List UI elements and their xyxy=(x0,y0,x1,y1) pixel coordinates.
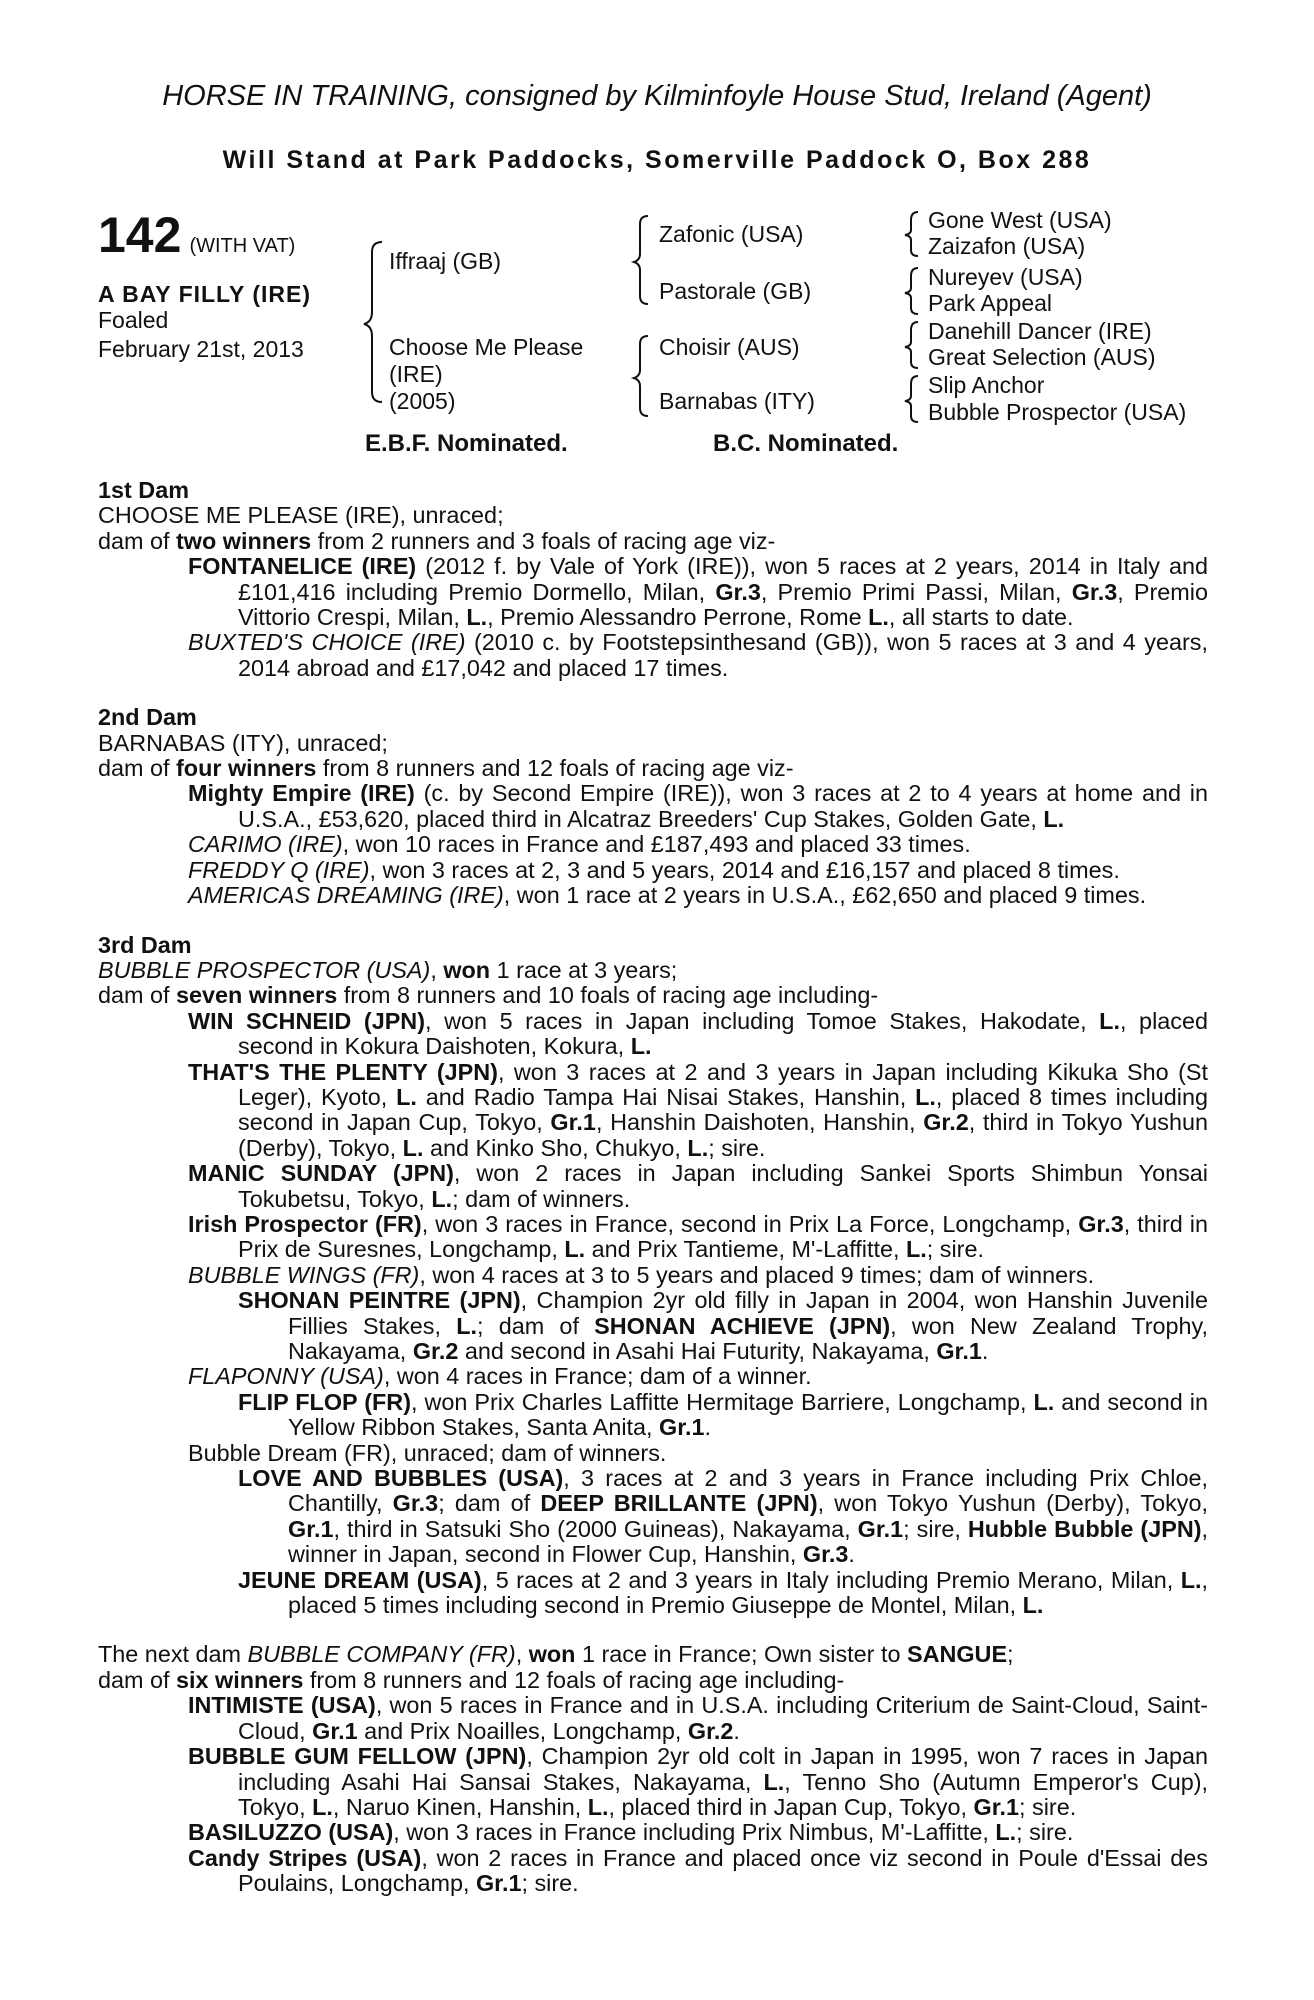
ggs-8: Bubble Prospector (USA) xyxy=(928,399,1187,425)
foaled-date: February 21st, 2013 xyxy=(98,336,304,362)
location-line: Will Stand at Park Paddocks, Somerville Paddock O, Box 288 xyxy=(222,146,1092,174)
progeny-name: THAT'S THE PLENTY (JPN) xyxy=(188,1058,498,1085)
gs2-brace xyxy=(902,264,924,320)
progeny-entry: FREDDY Q (IRE), won 3 races at 2, 3 and 5 years, 2014 and £16,157 and placed 8 times. xyxy=(188,856,1120,883)
progeny-name: BUBBLE WINGS (FR) xyxy=(188,1261,420,1288)
dam-year: (2005) xyxy=(389,388,456,414)
ggs-7: Slip Anchor xyxy=(928,372,1045,398)
grandsire-4: Barnabas (ITY) xyxy=(659,388,815,414)
lot-number-block xyxy=(98,206,295,264)
gs3-brace xyxy=(902,318,924,374)
progeny-entry: Candy Stripes (USA), won 2 races in France and placed once viz second in Poule d'Essai des Poulains, Longchamp, Gr.1; sire. xyxy=(188,1844,1208,1897)
page-title: HORSE IN TRAINING, consigned by Kilminfoyle House Stud, Ireland (Agent) xyxy=(162,80,1152,112)
dam-origin: (IRE) xyxy=(389,361,443,387)
progeny-entry: BASILUZZO (USA), won 3 races in France including Prix Nimbus, M'-Laffitte, L.; sire. xyxy=(188,1819,1074,1846)
second-dam-line: BARNABAS (ITY), unraced; xyxy=(98,729,388,756)
progeny-name: Irish Prospector (FR) xyxy=(188,1210,422,1237)
ggs-3: Nureyev (USA) xyxy=(928,264,1083,290)
next-dam-summary: dam of six winners from 8 runners and 12 foals of racing age including- xyxy=(98,1666,845,1693)
progeny-entry: FLAPONNY (USA), won 4 races in France; dam of a winner. xyxy=(188,1363,812,1390)
progeny-name: BUBBLE GUM FELLOW (JPN) xyxy=(188,1743,527,1770)
horse-name: A BAY FILLY (IRE) xyxy=(98,281,311,307)
progeny-name: AMERICAS DREAMING (IRE) xyxy=(188,882,504,909)
ggs-5: Danehill Dancer (IRE) xyxy=(928,318,1152,344)
ebf-nominated: E.B.F. Nominated. xyxy=(365,430,568,457)
ggs-6: Great Selection (AUS) xyxy=(928,344,1156,370)
dam xyxy=(389,334,583,415)
sire-line-brace xyxy=(630,210,654,310)
progeny-entry: MANIC SUNDAY (JPN), won 2 races in Japan including Sankei Sports Shimbun Yonsai Tokubetsu, Tokyo, L.; dam of winners. xyxy=(188,1160,1208,1212)
sire: Iffraaj (GB) xyxy=(389,248,502,274)
second-dam-summary: dam of four winners from 8 runners and 12 foals of racing age viz- xyxy=(98,755,794,782)
ggs-4: Park Appeal xyxy=(928,290,1053,316)
lot-number: 142 xyxy=(98,207,182,263)
gs1-brace xyxy=(902,208,924,260)
grandsire-3: Choisir (AUS) xyxy=(659,334,800,360)
progeny-entry: BUXTED'S CHOICE (IRE) (2010 c. by Footstepsinthesand (GB)), won 5 races at 3 and 4 years, 2014 abroad and £17,042 and placed 17 times. xyxy=(188,629,1208,681)
bc-nominated: B.C. Nominated. xyxy=(713,430,899,457)
second-dam-heading: 2nd Dam xyxy=(98,704,197,731)
progeny-name: FLAPONNY (USA) xyxy=(188,1363,384,1390)
gs4-brace xyxy=(902,372,924,428)
progeny-entry: INTIMISTE (USA), won 5 races in France and in U.S.A. including Criterium de Saint-Cloud, Saint-Cloud, Gr.1 and Prix Noailles, Longchamp, Gr.2. xyxy=(188,1692,1208,1744)
progeny-entry: THAT'S THE PLENTY (JPN), won 3 races at 2 and 3 years in Japan including Kikuka Sho (St Leger), Kyoto, L. and Radio Tampa Hai Nisai Stakes, Hanshin, L., placed 8 times including second in Japan Cup, Tokyo, Gr.1, Hanshin Daishoten, Hanshin, Gr.2, third in Tokyo Yushun (Derby), Tokyo, L. and Kinko Sho, Chukyo, L.; sire. xyxy=(188,1058,1208,1161)
progeny-entry: AMERICAS DREAMING (IRE), won 1 race at 2 years in U.S.A., £62,650 and placed 9 times. xyxy=(188,882,1147,909)
ggs-2: Zaizafon (USA) xyxy=(928,233,1086,259)
sire-dam-brace xyxy=(360,236,390,406)
grand-progeny-entry: LOVE AND BUBBLES (USA), 3 races at 2 and 3 years in France including Prix Chloe, Chantilly, Gr.3; dam of DEEP BRILLANTE (JPN), won Tokyo Yushun (Derby), Tokyo, Gr.1, third in Satsuki Sho (2000 Guineas), Nakayama, Gr.1; sire, Hubble Bubble (JPN), winner in Japan, second in Flower Cup, Hanshin, Gr.3. xyxy=(238,1465,1208,1568)
foaled-label: Foaled xyxy=(98,307,169,333)
grandsire-2: Pastorale (GB) xyxy=(659,278,812,304)
progeny-name: INTIMISTE (USA) xyxy=(188,1692,376,1719)
vat-label: (WITH VAT) xyxy=(189,235,296,257)
foaled-info xyxy=(98,306,304,364)
first-dam-summary: dam of two winners from 2 runners and 3 foals of racing age viz- xyxy=(98,527,776,554)
progeny-name: MANIC SUNDAY (JPN) xyxy=(188,1160,454,1187)
first-dam-line: CHOOSE ME PLEASE (IRE), unraced; xyxy=(98,502,504,529)
grand-progeny-entry: JEUNE DREAM (USA), 5 races at 2 and 3 years in Italy including Premio Merano, Milan, L., placed 5 times including second in Premio Giuseppe de Montel, Milan, L. xyxy=(238,1566,1208,1619)
progeny-name: BASILUZZO (USA) xyxy=(188,1819,394,1846)
dam-name: Choose Me Please xyxy=(389,334,584,360)
progeny-entry: BUBBLE GUM FELLOW (JPN), Champion 2yr old colt in Japan in 1995, won 7 races in Japan including Asahi Hai Sansai Stakes, Nakayama, L., Tenno Sho (Autumn Emperor's Cup), Tokyo, L., Naruo Kinen, Hanshin, L., placed third in Japan Cup, Tokyo, Gr.1; sire. xyxy=(188,1743,1208,1820)
progeny-name: WIN SCHNEID (JPN) xyxy=(188,1007,425,1034)
progeny-entry: BUBBLE WINGS (FR), won 4 races at 3 to 5 years and placed 9 times; dam of winners. xyxy=(188,1261,1095,1288)
progeny-name: CARIMO (IRE) xyxy=(188,831,343,858)
third-dam-summary: dam of seven winners from 8 runners and 10 foals of racing age including- xyxy=(98,982,879,1009)
progeny-entry: WIN SCHNEID (JPN), won 5 races in Japan including Tomoe Stakes, Hakodate, L., placed second in Kokura Daishoten, Kokura, L. xyxy=(188,1007,1208,1060)
dam-line-brace xyxy=(630,330,654,422)
grand-progeny-entry: FLIP FLOP (FR), won Prix Charles Laffitte Hermitage Barriere, Longchamp, L. and second in Yellow Ribbon Stakes, Santa Anita, Gr.1. xyxy=(238,1388,1208,1441)
progeny-entry: Bubble Dream (FR), unraced; dam of winners. xyxy=(188,1439,667,1466)
grandsire-1: Zafonic (USA) xyxy=(659,221,804,247)
first-dam-heading: 1st Dam xyxy=(98,477,190,503)
progeny-entry: Irish Prospector (FR), won 3 races in France, second in Prix La Force, Longchamp, Gr.3, third in Prix de Suresnes, Longchamp, L. and Prix Tantieme, M'-Laffitte, L.; sire. xyxy=(188,1210,1208,1263)
pedigree-notes xyxy=(98,478,1208,1897)
third-dam-line: BUBBLE PROSPECTOR (USA), won 1 race at 3 years; xyxy=(98,956,678,983)
next-dam-line: The next dam BUBBLE COMPANY (FR), won 1 race in France; Own sister to SANGUE; xyxy=(98,1641,1014,1668)
progeny-name: BUXTED'S CHOICE (IRE) xyxy=(188,629,466,656)
progeny-name: FREDDY Q (IRE) xyxy=(188,856,370,883)
progeny-entry: FONTANELICE (IRE) (2012 f. by Vale of York (IRE)), won 5 races at 2 years, 2014 in Italy and £101,416 including Premio Dormello, Milan, Gr.3, Premio Primi Passi, Milan, Gr.3, Premio Vittorio Crespi, Milan, L., Premio Alessandro Perrone, Rome L., all starts to date. xyxy=(188,553,1209,631)
progeny-name: Candy Stripes (USA) xyxy=(188,1844,422,1871)
ggs-1: Gone West (USA) xyxy=(928,207,1112,233)
progeny-name: LOVE AND BUBBLES (USA) xyxy=(238,1465,564,1492)
progeny-name: Mighty Empire (IRE) xyxy=(188,780,415,807)
progeny-name: SHONAN PEINTRE (JPN) xyxy=(238,1287,521,1314)
third-dam-heading: 3rd Dam xyxy=(98,931,192,958)
grand-progeny-entry: SHONAN PEINTRE (JPN), Champion 2yr old filly in Japan in 2004, won Hanshin Juvenile Fillies Stakes, L.; dam of SHONAN ACHIEVE (JPN), won New Zealand Trophy, Nakayama, Gr.2 and second in Asahi Hai Futurity, Nakayama, Gr.1. xyxy=(238,1287,1208,1364)
progeny-name: JEUNE DREAM (USA) xyxy=(238,1566,482,1593)
progeny-name: FONTANELICE (IRE) xyxy=(188,553,417,580)
progeny-entry: CARIMO (IRE), won 10 races in France and £187,493 and placed 33 times. xyxy=(188,831,971,858)
progeny-entry: Mighty Empire (IRE) (c. by Second Empire (IRE)), won 3 races at 2 to 4 years at home and in U.S.A., £53,620, placed third in Alcatraz Breeders' Cup Stakes, Golden Gate, L. xyxy=(188,780,1208,832)
progeny-name: FLIP FLOP (FR) xyxy=(238,1388,411,1415)
